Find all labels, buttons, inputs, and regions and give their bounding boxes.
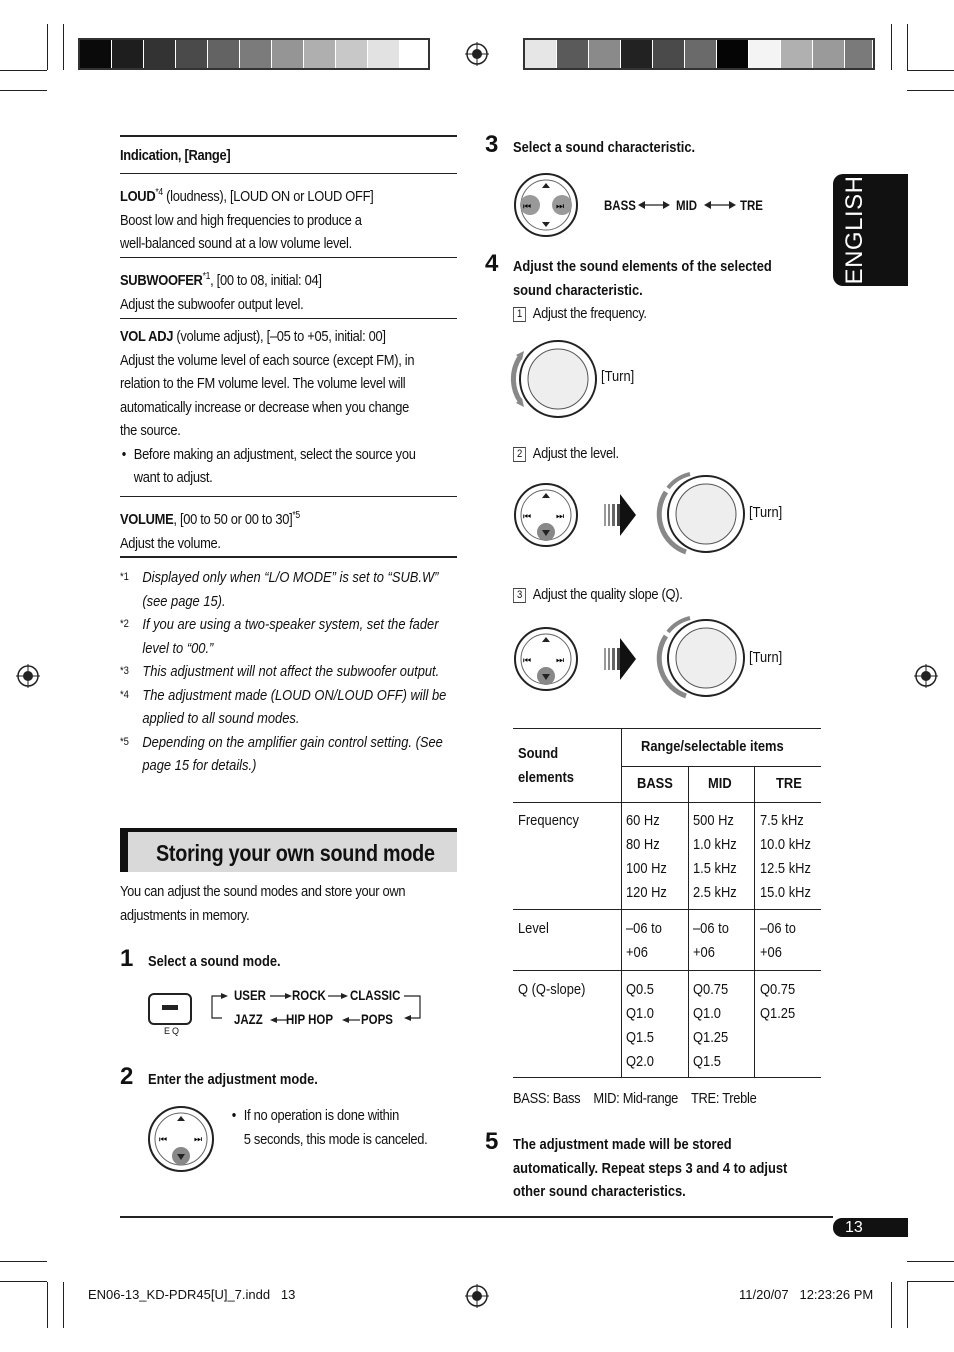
- char-bass: BASS: [604, 197, 636, 213]
- table-header-cell: Range/selectable items: [641, 738, 784, 755]
- mode-user: USER: [234, 987, 266, 1003]
- footer-date: 11/20/07 12:23:26 PM: [739, 1287, 874, 1302]
- table-cell: Q0.75 Q1.0 Q1.25 Q1.5: [693, 981, 729, 1070]
- table-header-cell: MID: [708, 775, 732, 792]
- crop-mark: [907, 1281, 954, 1282]
- loud-entry: [120, 181, 455, 256]
- footnote: *3 This adjustment will not affect the subwoofer output.: [120, 663, 440, 680]
- mode-hiphop: HIP HOP: [286, 1011, 333, 1027]
- subwoofer-range: , [00 to 08, initial: 04]: [210, 272, 322, 289]
- step-number: 2: [120, 1063, 134, 1090]
- control-dial-lr-icon: [512, 172, 580, 238]
- control-dial-down-icon: [512, 482, 580, 548]
- table-cell: –06 to +06: [626, 920, 662, 961]
- next-arrow-icon: [604, 634, 638, 684]
- crop-mark: [907, 90, 954, 91]
- volume-knob-turn-icon: [656, 614, 746, 702]
- loud-sup: *4: [155, 187, 163, 198]
- step-number: 1: [120, 945, 134, 972]
- crop-mark: [0, 1261, 47, 1262]
- step-text: Adjust the sound elements of the selected: [513, 258, 772, 275]
- step-text: The adjustment made will be stored: [513, 1136, 732, 1153]
- voladj-desc: automatically increase or decrease when you change: [120, 398, 410, 416]
- crop-mark: [907, 1261, 954, 1262]
- double-arrow-icon: [636, 198, 672, 212]
- volume-knob-turn-icon: [656, 470, 746, 558]
- voladj-desc: the source.: [120, 422, 181, 439]
- voladj-entry: VOL ADJ (volume adjust), [–05 to +05, initial: 00] Adjust the volume level of each source (except FM), in relation to the FM volume level. The volume level will automatically increase or decrease when you change the source. • Before making an adjustment, select the source you want to adjust.: [120, 325, 455, 490]
- substep-3: 3 Adjust the quality slope (Q).: [513, 583, 683, 607]
- crop-mark: [891, 24, 892, 70]
- footnote: *2 If you are using a two-speaker system, set the fader level to “00.”: [120, 616, 439, 657]
- loud-name: LOUD: [120, 188, 156, 205]
- page-number: 13: [833, 1218, 908, 1237]
- svg-text:⏭: ⏭: [556, 511, 565, 521]
- table-cell: 7.5 kHz 10.0 kHz 12.5 kHz 15.0 kHz: [760, 812, 811, 901]
- volume-name: VOLUME: [120, 511, 174, 528]
- svg-text:⏭: ⏭: [194, 1134, 203, 1144]
- crop-mark: [0, 70, 47, 71]
- crop-mark: [907, 70, 954, 71]
- table-header-cell: Sound elements: [518, 745, 574, 786]
- volume-desc: Adjust the volume.: [120, 534, 221, 552]
- crop-mark: [63, 24, 64, 70]
- step-text: other sound characteristics.: [513, 1183, 686, 1200]
- volume-entry: [120, 504, 455, 555]
- registration-mark-icon: [16, 664, 40, 688]
- svg-text:⏭: ⏭: [556, 201, 565, 211]
- crop-mark: [891, 1282, 892, 1328]
- step-number: 5: [485, 1128, 499, 1155]
- table-cell: –06 to +06: [760, 920, 796, 961]
- step-text: sound characteristic.: [513, 282, 643, 299]
- substep-2: 2 Adjust the level.: [513, 442, 619, 466]
- table-cell: Q0.5 Q1.0 Q1.5 Q2.0: [626, 981, 654, 1070]
- grayscale-bar-right: [523, 38, 875, 70]
- table-cell: Level: [518, 920, 549, 937]
- voladj-bullet: want to adjust.: [133, 469, 213, 486]
- table-cell: –06 to +06: [693, 920, 729, 961]
- step-text: Select a sound mode.: [148, 953, 281, 970]
- divider: [120, 257, 457, 258]
- footnote: *1 Displayed only when “L/O MODE” is set to “SUB.W” (see page 15).: [120, 569, 439, 610]
- loud-desc: Boost low and high frequencies to produce a: [120, 211, 362, 229]
- mode-rock: ROCK: [292, 987, 326, 1003]
- step-text: Select a sound characteristic.: [513, 139, 696, 156]
- turn-label: [Turn]: [601, 368, 635, 385]
- volume-sup: *5: [292, 510, 300, 521]
- mode-classic: CLASSIC: [350, 987, 401, 1003]
- mode-jazz: JAZZ: [234, 1011, 263, 1027]
- mode-pops: POPS: [361, 1011, 393, 1027]
- char-tre: TRE: [740, 197, 763, 213]
- svg-text:⏮: ⏮: [159, 1134, 168, 1144]
- voladj-desc: relation to the FM volume level. The volume level will: [120, 375, 406, 392]
- table-header-cell: BASS: [637, 775, 673, 792]
- table-cell: 60 Hz 80 Hz 100 Hz 120 Hz: [626, 812, 667, 901]
- footnote: *4 The adjustment made (LOUD ON/LOUD OFF) will be applied to all sound modes.: [120, 686, 447, 727]
- crop-mark: [47, 1282, 48, 1328]
- loud-desc: well-balanced sound at a low volume level.: [120, 235, 352, 252]
- crop-mark: [0, 90, 47, 91]
- subwoofer-entry: [120, 265, 455, 316]
- svg-text:⏮: ⏮: [523, 511, 532, 521]
- voladj-range: (volume adjust), [–05 to +05, initial: 00]: [173, 328, 386, 345]
- turn-label: [Turn]: [749, 504, 783, 521]
- voladj-bullet: Before making an adjustment, select the source you: [133, 445, 416, 463]
- subwoofer-sup: *1: [202, 271, 211, 282]
- registration-mark-icon: [914, 664, 938, 688]
- crop-mark: [63, 1282, 64, 1328]
- crop-mark: [47, 24, 48, 70]
- table-cell: Frequency: [518, 812, 579, 829]
- table-header: Indication, [Range]: [120, 147, 231, 164]
- registration-mark-icon: [465, 42, 489, 66]
- footer-file: EN06-13_KD-PDR45[U]_7.indd 13: [88, 1287, 296, 1302]
- step-number: 3: [485, 131, 499, 158]
- section-intro: You can adjust the sound modes and store your own adjustments in memory.: [120, 883, 406, 924]
- volume-knob-turn-icon: [510, 335, 600, 423]
- svg-text:⏭: ⏭: [556, 655, 565, 665]
- divider: [120, 556, 457, 558]
- loud-range: (loudness), [LOUD ON or LOUD OFF]: [162, 188, 374, 205]
- turn-label: [Turn]: [749, 649, 783, 666]
- section-title: Storing your own sound mode: [156, 840, 435, 866]
- step-text: Enter the adjustment mode.: [148, 1071, 318, 1088]
- crop-mark: [907, 24, 908, 70]
- footer-divider: [120, 1216, 833, 1218]
- table-cell: 500 Hz 1.0 kHz 1.5 kHz 2.5 kHz: [693, 812, 737, 901]
- control-dial-down-icon: [146, 1104, 216, 1174]
- subwoofer-desc: Adjust the subwoofer output level.: [120, 295, 304, 313]
- step2-note: • If no operation is done within 5 seconds, this mode is canceled.: [231, 1107, 428, 1148]
- substep-1: 1 Adjust the frequency.: [513, 302, 647, 326]
- step-number: 4: [485, 250, 499, 277]
- footnote-list: [120, 566, 464, 778]
- svg-text:⏮: ⏮: [523, 655, 532, 665]
- table-header-cell: TRE: [776, 775, 802, 792]
- eq-label: EQ: [164, 1026, 182, 1036]
- language-tab: [833, 174, 908, 286]
- grayscale-bar-left: [78, 38, 430, 70]
- voladj-desc: Adjust the volume level of each source (except FM), in: [120, 351, 415, 369]
- double-arrow-icon: [702, 198, 738, 212]
- table-legend: BASS: Bass MID: Mid-range TRE: Treble: [513, 1090, 757, 1107]
- subwoofer-name: SUBWOOFER: [120, 272, 203, 289]
- char-mid: MID: [676, 197, 698, 213]
- crop-mark: [0, 1281, 47, 1282]
- divider: [120, 173, 457, 174]
- footnote: *5 Depending on the amplifier gain control setting. (See page 15 for details.): [120, 733, 443, 774]
- table-cell: Q0.75 Q1.25: [760, 981, 796, 1022]
- control-dial-down-icon: [512, 626, 580, 692]
- step-text: automatically. Repeat steps 3 and 4 to adjust: [513, 1160, 788, 1177]
- table-cell: Q (Q-slope): [518, 981, 586, 998]
- volume-range: , [00 to 50 or 00 to 30]: [173, 511, 293, 528]
- svg-text:⏮: ⏮: [523, 201, 532, 211]
- divider: [120, 318, 457, 319]
- section-heading: [120, 828, 457, 872]
- voladj-name: VOL ADJ: [120, 328, 174, 345]
- divider: [120, 496, 457, 497]
- crop-mark: [907, 1282, 908, 1328]
- next-arrow-icon: [604, 490, 638, 540]
- divider: [120, 135, 457, 137]
- language-tab-label: ENGLISH: [841, 175, 868, 285]
- registration-mark-icon: [465, 1284, 489, 1308]
